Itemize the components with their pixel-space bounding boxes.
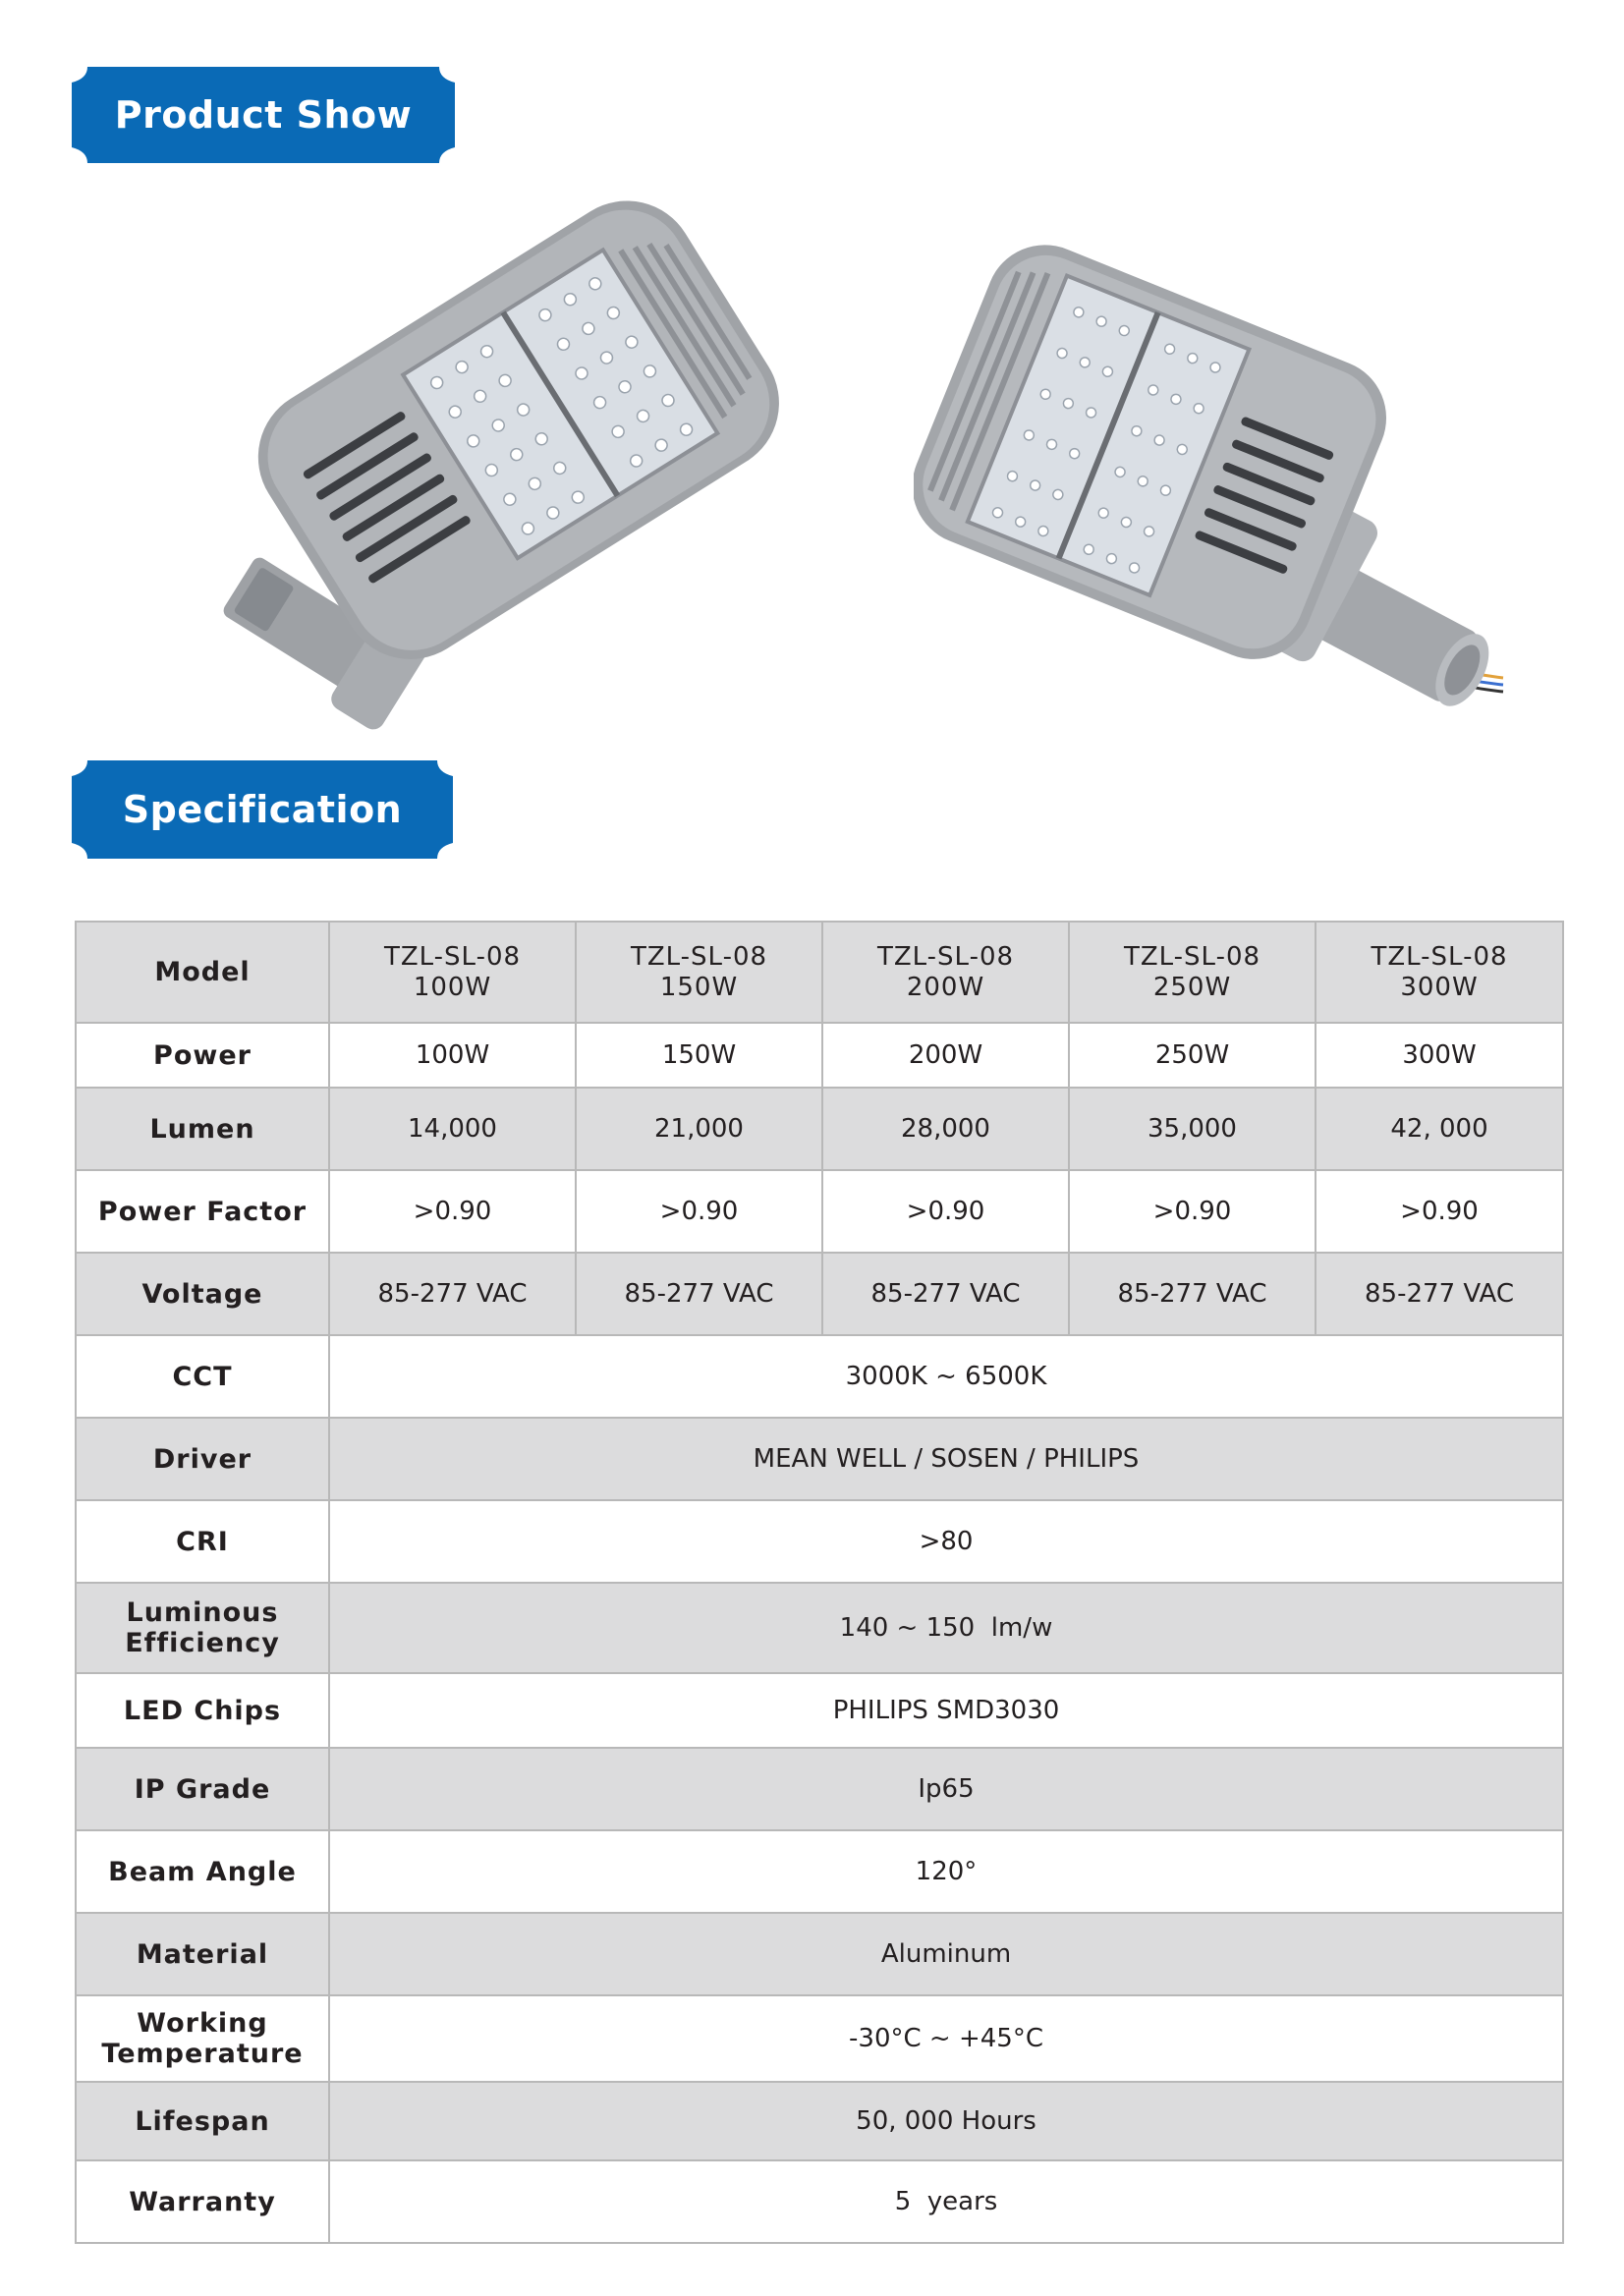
value-cell: 100W — [329, 1023, 576, 1088]
row-label: Voltage — [76, 1253, 329, 1335]
row-model — [76, 922, 1563, 1023]
label-line: Temperature — [101, 2039, 304, 2069]
value-cell: 14,000 — [329, 1088, 576, 1170]
value-cell: 250W — [1069, 1023, 1316, 1088]
value-cell: 3000K ~ 6500K — [329, 1335, 1563, 1418]
model-wattage: 150W — [659, 972, 739, 1002]
row-lifespan — [76, 2082, 1563, 2160]
model-cell — [1069, 922, 1316, 1023]
row-label: Warranty — [76, 2160, 329, 2243]
row-cri — [76, 1500, 1563, 1583]
row-warranty — [76, 2160, 1563, 2243]
model-name: TZL-SL-08 — [383, 941, 522, 972]
specification-table — [75, 921, 1564, 2244]
label-line: Efficiency — [125, 1628, 280, 1658]
label-line: Working — [137, 2008, 268, 2039]
row-material — [76, 1913, 1563, 1995]
row-power-factor — [76, 1170, 1563, 1253]
model-cell — [576, 922, 822, 1023]
value-cell: 35,000 — [1069, 1088, 1316, 1170]
row-label: Material — [76, 1913, 329, 1995]
value-cell: >80 — [329, 1500, 1563, 1583]
model-name: TZL-SL-08 — [1371, 941, 1508, 972]
row-power — [76, 1023, 1563, 1088]
value-cell: 85-277 VAC — [1069, 1253, 1316, 1335]
row-working-temperature — [76, 1995, 1563, 2082]
value-cell: PHILIPS SMD3030 — [329, 1673, 1563, 1748]
row-label: Lumen — [76, 1088, 329, 1170]
value-cell: 28,000 — [822, 1088, 1069, 1170]
row-label: CCT — [76, 1335, 329, 1418]
row-label: IP Grade — [76, 1748, 329, 1830]
row-label: Beam Angle — [76, 1830, 329, 1913]
model-name: TZL-SL-08 — [876, 941, 1015, 972]
model-name: TZL-SL-08 — [1123, 941, 1261, 972]
row-led-chips — [76, 1673, 1563, 1748]
model-wattage: 300W — [1400, 972, 1479, 1002]
model-cell — [822, 922, 1069, 1023]
row-driver — [76, 1418, 1563, 1500]
row-label: Power — [76, 1023, 329, 1088]
row-luminous-efficiency — [76, 1583, 1563, 1673]
specification-banner — [72, 760, 453, 859]
value-cell: 85-277 VAC — [576, 1253, 822, 1335]
product-show-banner — [72, 67, 455, 163]
row-label: Model — [76, 922, 329, 1023]
value-cell: 200W — [822, 1023, 1069, 1088]
model-wattage: 200W — [906, 972, 985, 1002]
model-name: TZL-SL-08 — [630, 941, 768, 972]
row-lumen — [76, 1088, 1563, 1170]
model-cell — [1316, 922, 1563, 1023]
row-beam-angle — [76, 1830, 1563, 1913]
value-cell: -30°C ~ +45°C — [329, 1995, 1563, 2082]
row-ip-grade — [76, 1748, 1563, 1830]
row-label: Driver — [76, 1418, 329, 1500]
value-cell: 300W — [1316, 1023, 1563, 1088]
value-cell: 85-277 VAC — [822, 1253, 1069, 1335]
label-line: Luminous — [126, 1597, 279, 1628]
value-cell: Ip65 — [329, 1748, 1563, 1830]
street-light-side-image — [914, 241, 1533, 712]
value-cell: 21,000 — [576, 1088, 822, 1170]
street-light-front-image — [196, 187, 806, 737]
value-cell: 85-277 VAC — [1316, 1253, 1563, 1335]
value-cell: 140 ~ 150 lm/w — [329, 1583, 1563, 1673]
value-cell: >0.90 — [1069, 1170, 1316, 1253]
row-label: Lifespan — [76, 2082, 329, 2160]
value-cell: 85-277 VAC — [329, 1253, 576, 1335]
value-cell: >0.90 — [1316, 1170, 1563, 1253]
section-title-specification: Specification — [122, 788, 403, 831]
value-cell: 120° — [329, 1830, 1563, 1913]
value-cell: 50, 000 Hours — [329, 2082, 1563, 2160]
value-cell: >0.90 — [329, 1170, 576, 1253]
row-voltage — [76, 1253, 1563, 1335]
model-cell — [329, 922, 576, 1023]
value-cell: 42, 000 — [1316, 1088, 1563, 1170]
row-label — [76, 1995, 329, 2082]
row-label: LED Chips — [76, 1673, 329, 1748]
model-wattage: 250W — [1152, 972, 1232, 1002]
value-cell: Aluminum — [329, 1913, 1563, 1995]
value-cell: 150W — [576, 1023, 822, 1088]
row-label: Power Factor — [76, 1170, 329, 1253]
value-cell: MEAN WELL / SOSEN / PHILIPS — [329, 1418, 1563, 1500]
value-cell: >0.90 — [822, 1170, 1069, 1253]
row-label — [76, 1583, 329, 1673]
row-cct — [76, 1335, 1563, 1418]
model-wattage: 100W — [413, 972, 492, 1002]
section-title-product-show: Product Show — [114, 93, 413, 137]
value-cell: 5 years — [329, 2160, 1563, 2243]
row-label: CRI — [76, 1500, 329, 1583]
value-cell: >0.90 — [576, 1170, 822, 1253]
